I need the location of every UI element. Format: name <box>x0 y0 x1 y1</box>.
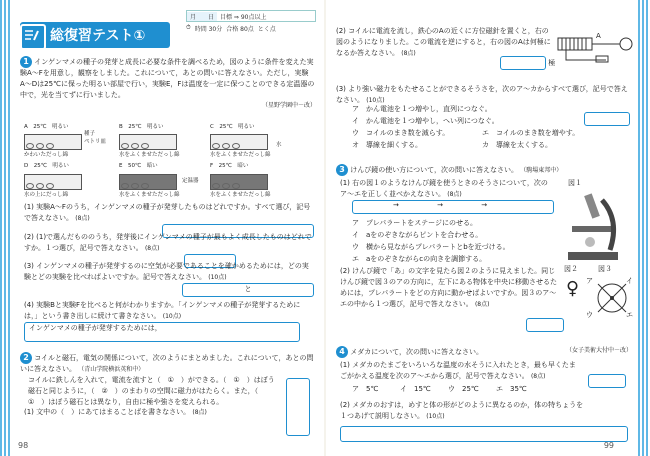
choice-a: ア かん電池を１つ増やし，直列につなぐ。 <box>352 105 492 113</box>
test-meta <box>186 10 316 33</box>
q3-part1: (1) 右の図１のようなけんび鏡を使うときのそうさについて，次のア〜エを正しく並べかえなさい。 (8点) <box>340 179 548 198</box>
q1-3-answer[interactable]: と <box>182 283 314 297</box>
question-3 <box>336 164 632 176</box>
temp-u: ウ 25℃ <box>448 385 479 393</box>
q2-text: コイルと磁石，電気の関係について，次のようにまとめました。これについて，あとの問いに答えなさい。 <box>20 354 314 373</box>
q2-2-answer[interactable] <box>500 56 546 70</box>
op-u: ウ 横から見ながらプレパラートとbを近づける。 <box>352 243 510 251</box>
q1-badge: 1 <box>20 56 32 68</box>
seed-label: 種子 <box>84 131 96 137</box>
q3-text: けんび鏡の使い方について，次の問いに答えなさい。 <box>350 166 518 174</box>
temp-i: イ 15℃ <box>400 385 431 393</box>
exp-c-label: C 25℃ 明るい <box>210 124 255 130</box>
left-stripe <box>0 0 12 456</box>
q1-source: （星野学園中－改） <box>261 101 316 109</box>
right-content <box>330 0 634 456</box>
q2-body: コイルに鉄しんを入れて，電流を流すと（ ① ）ができる。（ ① ）はぼう磁石と同じように，（ ② ）のまわりの空間に磁力がはたらく。また，（ ① ）はぼう磁石とは異なり，自由に極や強さを変えられる。 <box>28 375 275 406</box>
dry-cotton-label: かわいただっし綿 <box>24 152 69 158</box>
temp-e: エ 35℃ <box>496 385 527 393</box>
date-label: 月 日 <box>187 12 217 21</box>
q3-badge: 3 <box>336 164 348 176</box>
exp-b-label: B 25℃ 明るい <box>119 124 164 130</box>
choice-ka: カ 導線を太くする。 <box>482 141 552 149</box>
wet-cotton-label-b: 水をふくませただっし綿 <box>119 152 180 158</box>
page-number-left: 98 <box>18 441 29 450</box>
q2-badge: 2 <box>20 352 32 364</box>
q3-1-answer[interactable]: → → → <box>352 200 554 214</box>
fig3-label: 図３ <box>598 265 612 273</box>
q1-text: インゲンマメの種子の発芽と成長に必要な条件を調べるため，図のように条件を変えた実験A〜Fを用意し，観察をしました。これについて，あとの問いに答えなさい。ただし，実験A〜Dは25℃に保った明るい部屋で行い，実験E，Fは温度を一定に保つことのできる定温器の中で，光を当てずに行いました。 <box>20 58 315 99</box>
q4-part2: (2) メダカのおすは，めすと体の形がどのように異なるのか，体の特ちょうを１つあげて説明しなさい。 (10点) <box>340 401 584 420</box>
dish-c <box>210 134 268 150</box>
q1-part3: (3) インゲンマメの種子が発芽するのに空気が必要であることを確かめるためには，どの実験とどの実験を比べればよいですか。記号で答えなさい。 (10点) と <box>24 261 314 297</box>
exp-a-label: A 25℃ 明るい <box>24 124 69 130</box>
exp-f-label: F 25℃ 暗い <box>210 163 249 169</box>
q3-part2: (2) けんび鏡で「あ」の文字を見たら図２のように見えました。同じけんび鏡で図３のアの方向に，左下にある物体を中央に移動させるためには，プレパラートをどの方向に動かせばよいですか。図３のア〜エの中から１つ選び，記号で答えなさい。 (8点) <box>340 267 557 308</box>
direction-figure: イ ア ウ エ <box>586 277 633 319</box>
q2-1-text: (1) 文中の（ ）にあてはまることばを書きなさい。 <box>24 408 191 417</box>
wet-cotton-label-e: 水をふくませただっし綿 <box>119 192 180 198</box>
magnet-a-label: A <box>596 32 601 40</box>
fig1-label: 図１ <box>568 179 582 187</box>
incubator-label: 定温器 <box>182 178 199 184</box>
question-1 <box>20 56 316 110</box>
wet-cotton-label-f: 水をふくませただっし綿 <box>210 192 271 198</box>
q2-2-answer-row: 極 <box>500 56 555 70</box>
q4-source: （女子美術大付中－改） <box>565 347 632 354</box>
q1-part4: (4) 実験Bと実験Fを比べると何がわかりますか。「インゲンマメの種子が発芽するためには，」という書き出しに続けて書きなさい。 (10点) インゲンマメの種子が発芽するためには， <box>24 300 314 342</box>
q4-badge: 4 <box>336 346 348 358</box>
q2-source: （青山学院横浜英和中） <box>78 366 145 373</box>
page-title: 総復習テスト① <box>20 22 170 48</box>
q4-2-answer[interactable] <box>340 426 628 442</box>
microscope-icon <box>562 190 628 266</box>
dish-d <box>24 174 82 190</box>
choice-u: ウ コイルのまき数を減らす。 <box>352 129 450 137</box>
goal-text: 目標 ⇒ 90点以上 <box>220 13 267 21</box>
q1-part2: (2) (1)で選んだもののうち，発芽後にインゲンマメの種子が最もよく成長したものはどれですか。１つ選び，記号で答えなさい。 (8点) <box>24 232 314 272</box>
choice-o: オ 導線を細くする。 <box>352 141 422 149</box>
dish-b <box>119 134 177 150</box>
choice-e: エ コイルのまき数を増やす。 <box>482 129 580 137</box>
q2-part2: (2) コイルに電流を流し，鉄心のAの近くに方位磁針を置くと，右の図のようになりました。この電流を逆にすると，右の図のAは何極になるか答えなさい。 (8点) <box>336 27 551 57</box>
dish-a <box>24 134 82 150</box>
mirrored-a-figure: ♀ <box>566 278 580 299</box>
choice-i: イ かん電池を１つ増やし，へい列につなぐ。 <box>352 117 499 125</box>
right-stripe <box>638 0 650 456</box>
left-content <box>14 0 318 456</box>
fig2-label: 図２ <box>564 265 578 273</box>
op-i: イ aをのぞきながらピントを合わせる。 <box>352 231 483 239</box>
question-4 <box>336 346 632 358</box>
sink-label: 水の上にだっし綿 <box>24 192 69 198</box>
q4-part1: (1) メダカのたまごをいろいろな温度の水そうに入れたとき，最も早くたまごがかえる温度を次のア〜エから選び，記号で答えなさい。 (8点) <box>340 361 576 380</box>
op-e: エ aをのぞきながらcの向きを調節する。 <box>352 255 487 263</box>
score-box-label: とく点 <box>257 26 276 33</box>
pencil-checklist-icon <box>20 24 46 50</box>
clock-icon: ⏱ <box>186 24 191 31</box>
water-label: 水 <box>276 142 282 148</box>
pass-score: 合格 80点 <box>226 26 254 33</box>
wet-cotton-label-c: 水をふくませただっし綿 <box>210 152 271 158</box>
page-number-right: 99 <box>603 441 614 450</box>
q1-4-answer[interactable]: インゲンマメの種子が発芽するためには， <box>24 322 300 342</box>
q2-part3: (3) より強い磁力をもたせることができるそうさを，次のア〜カからすべて選び，記号で答えなさい。 (10点) <box>336 85 628 104</box>
q4-1-answer[interactable] <box>588 374 626 388</box>
q2-3-answer[interactable] <box>584 112 630 126</box>
dish-label: ペトリ皿 <box>84 139 107 145</box>
q3-source: （駒場東邦中） <box>520 167 563 174</box>
coil-figure <box>556 30 636 66</box>
dish-e <box>119 174 177 190</box>
q3-2-answer[interactable] <box>526 318 564 332</box>
exp-e-label: E 50℃ 暗い <box>119 163 158 169</box>
time-text: 時間 30分 <box>194 26 223 33</box>
temp-a: ア 5℃ <box>352 385 379 393</box>
op-a: ア プレパラートをステージにのせる。 <box>352 219 477 227</box>
q1-part1: (1) 実験A〜Fのうち，インゲンマメの種子が発芽したものはどれですか。すべて選び，記号で答えなさい。 (8点) <box>24 202 314 242</box>
q2-1-answer[interactable] <box>286 378 310 436</box>
dish-f <box>210 174 268 190</box>
question-2: 2 コイルと磁石，電気の関係について，次のようにまとめました。これについて，あとの問いに答えなさい。 （青山学院横浜英和中） コイルに鉄しんを入れて，電流を流すと（ ① ）ができる。（ ① ）はぼう磁石と同じように，（ ② ）のまわりの空間に磁力がはたらく。また，（ ① ）はぼう磁石とは異なり，自由に極や強さを変えられる。 (1) 文中の（ ）にあてはまることばを書きなさい。 (8点) <box>20 353 314 417</box>
right-page <box>326 0 650 456</box>
q4-text: メダカについて，次の問いに答えなさい。 <box>350 348 483 356</box>
left-page <box>0 0 324 456</box>
exp-d-label: D 25℃ 明るい <box>24 163 69 169</box>
